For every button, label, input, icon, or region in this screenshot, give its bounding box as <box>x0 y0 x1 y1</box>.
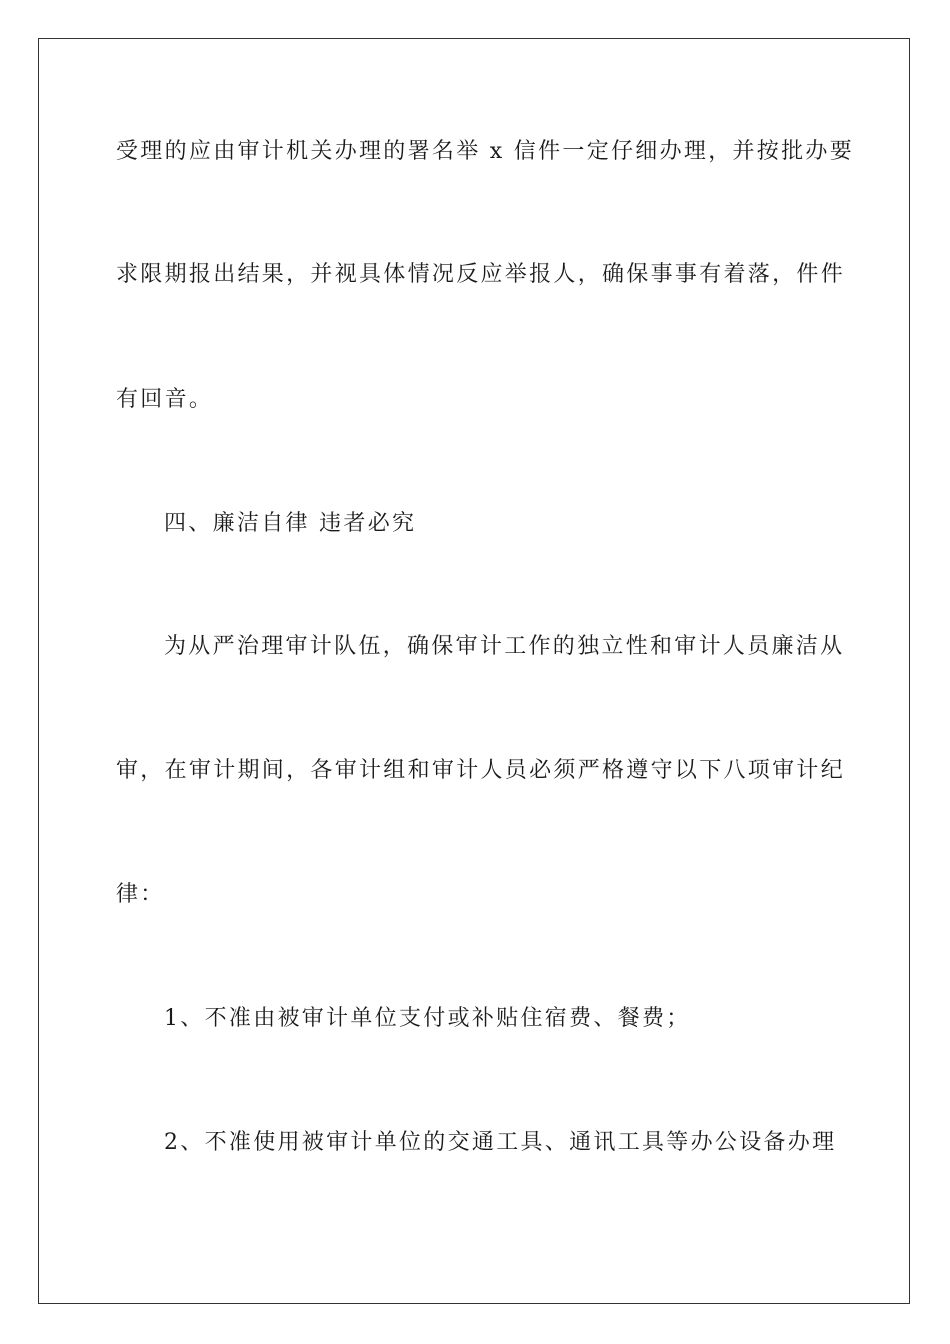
body-text-line: 审，在审计期间，各审计组和审计人员必须严格遵守以下八项审计纪 <box>116 758 846 783</box>
body-text-line: 有回音。 <box>116 387 214 412</box>
body-text-line: 求限期报出结果，并视具体情况反应举报人，确保事事有着落，件件 <box>116 262 846 287</box>
list-item: 2、不准使用被审计单位的交通工具、通讯工具等办公设备办理 <box>164 1130 837 1155</box>
section-heading: 四、廉洁自律 违者必究 <box>164 511 417 536</box>
list-item: 1、不准由被审计单位支付或补贴住宿费、餐费； <box>164 1006 691 1031</box>
body-text-line: 为从严治理审计队伍，确保审计工作的独立性和审计人员廉洁从 <box>164 634 845 659</box>
body-text-line: 律： <box>116 882 165 907</box>
page-frame <box>38 38 910 1304</box>
body-text-line: 受理的应由审计机关办理的署名举 x 信件一定仔细办理，并按批办要 <box>116 139 854 164</box>
